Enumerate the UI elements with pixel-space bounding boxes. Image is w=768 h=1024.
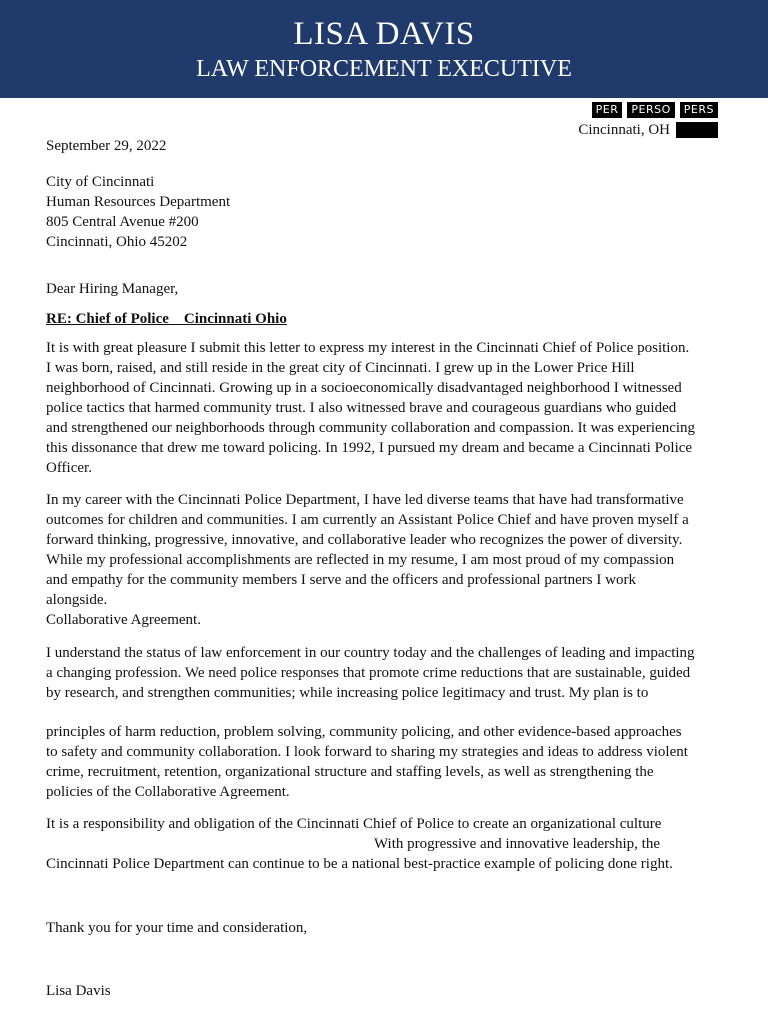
closing-line: Thank you for your time and consideration, xyxy=(46,920,308,936)
paragraph-line: Officer. xyxy=(46,460,92,476)
redacted-tag: PER xyxy=(592,102,623,118)
paragraph-2 xyxy=(46,490,726,610)
recipient-line: Cincinnati, Ohio 45202 xyxy=(46,234,188,250)
paragraph-2-tail: Collaborative Agreement. xyxy=(46,612,201,628)
paragraph-line: neighborhood of Cincinnati. Growing up in a socioeconomically disadvantaged neighborhood I witnessed xyxy=(46,380,682,396)
paragraph-line: I understand the status of law enforcement in our country today and the challenges of leading and impacting xyxy=(46,645,695,661)
paragraph-line: and strengthened our neighborhoods through community collaboration and compassion. It was experiencing xyxy=(46,420,696,436)
paragraph-3-continued xyxy=(46,722,726,802)
letter-date: September 29, 2022 xyxy=(46,138,167,154)
paragraph-line: alongside. xyxy=(46,592,108,608)
letterhead xyxy=(0,0,768,98)
paragraph-line: principles of harm reduction, problem solving, community policing, and other evidence-based approaches xyxy=(46,724,682,740)
paragraph-line: to safety and community collaboration. I look forward to sharing my strategies and ideas to address violent xyxy=(46,744,688,760)
paragraph-4-line-3: Cincinnati Police Department can continue to be a national best-practice example of policing done right. xyxy=(46,856,673,872)
paragraph-line: In my career with the Cincinnati Police Department, I have led diverse teams that have had transformative xyxy=(46,492,684,508)
location-text: Cincinnati, OH xyxy=(578,122,670,138)
signature: Lisa Davis xyxy=(46,983,111,999)
subject-text: RE: Chief of Police Cincinnati Ohio xyxy=(46,311,287,327)
paragraph-line: crime, recruitment, retention, organizational structure and staffing levels, as well as strengthening the xyxy=(46,764,654,780)
recipient-line: Human Resources Department xyxy=(46,194,231,210)
recipient-line: 805 Central Avenue #200 xyxy=(46,214,199,230)
recipient-address xyxy=(46,172,726,252)
paragraph-4-line-2: With progressive and innovative leadership, the xyxy=(374,836,660,852)
paragraph-4-line-1: It is a responsibility and obligation of the Cincinnati Chief of Police to create an organizational culture xyxy=(46,816,662,832)
redacted-tag: PERSO xyxy=(627,102,674,118)
greeting: Dear Hiring Manager, xyxy=(46,281,179,297)
paragraph-line: outcomes for children and communities. I am currently an Assistant Police Chief and have proven myself a xyxy=(46,512,689,528)
paragraph-line: I was born, raised, and still reside in the great city of Cincinnati. I grew up in the Lower Price Hill xyxy=(46,360,635,376)
paragraph-line: police tactics that harmed community trust. I also witnessed brave and courageous guardians who guided xyxy=(46,400,677,416)
paragraph-line: this dissonance that drew me toward policing. In 1992, I pursued my dream and became a Cincinnati Police xyxy=(46,440,693,456)
paragraph-line: forward thinking, progressive, innovative, and collaborative leader who recognizes the power of diversity. xyxy=(46,532,683,548)
paragraph-line: a changing profession. We need police responses that promote crime reductions that are sustainable, guided xyxy=(46,665,691,681)
redacted-tag: PERS xyxy=(680,102,718,118)
recipient-line: City of Cincinnati xyxy=(46,174,155,190)
paragraph-1 xyxy=(46,338,726,478)
paragraph-line: and empathy for the community members I serve and the officers and professional partners I work xyxy=(46,572,636,588)
paragraph-3 xyxy=(46,643,726,703)
paragraph-line: It is with great pleasure I submit this letter to express my interest in the Cincinnati Chief of Police position. xyxy=(46,340,690,356)
paragraph-line: While my professional accomplishments are reflected in my resume, I am most proud of my compassion xyxy=(46,552,675,568)
applicant-name: LISA DAVIS xyxy=(293,16,475,52)
redacted-contact-row xyxy=(592,102,718,118)
subject-line xyxy=(46,309,726,329)
paragraph-line: by research, and strengthen communities; while increasing police legitimacy and trust. My plan is to xyxy=(46,685,649,701)
applicant-title: LAW ENFORCEMENT EXECUTIVE xyxy=(196,56,572,82)
paragraph-line: policies of the Collaborative Agreement. xyxy=(46,784,290,800)
